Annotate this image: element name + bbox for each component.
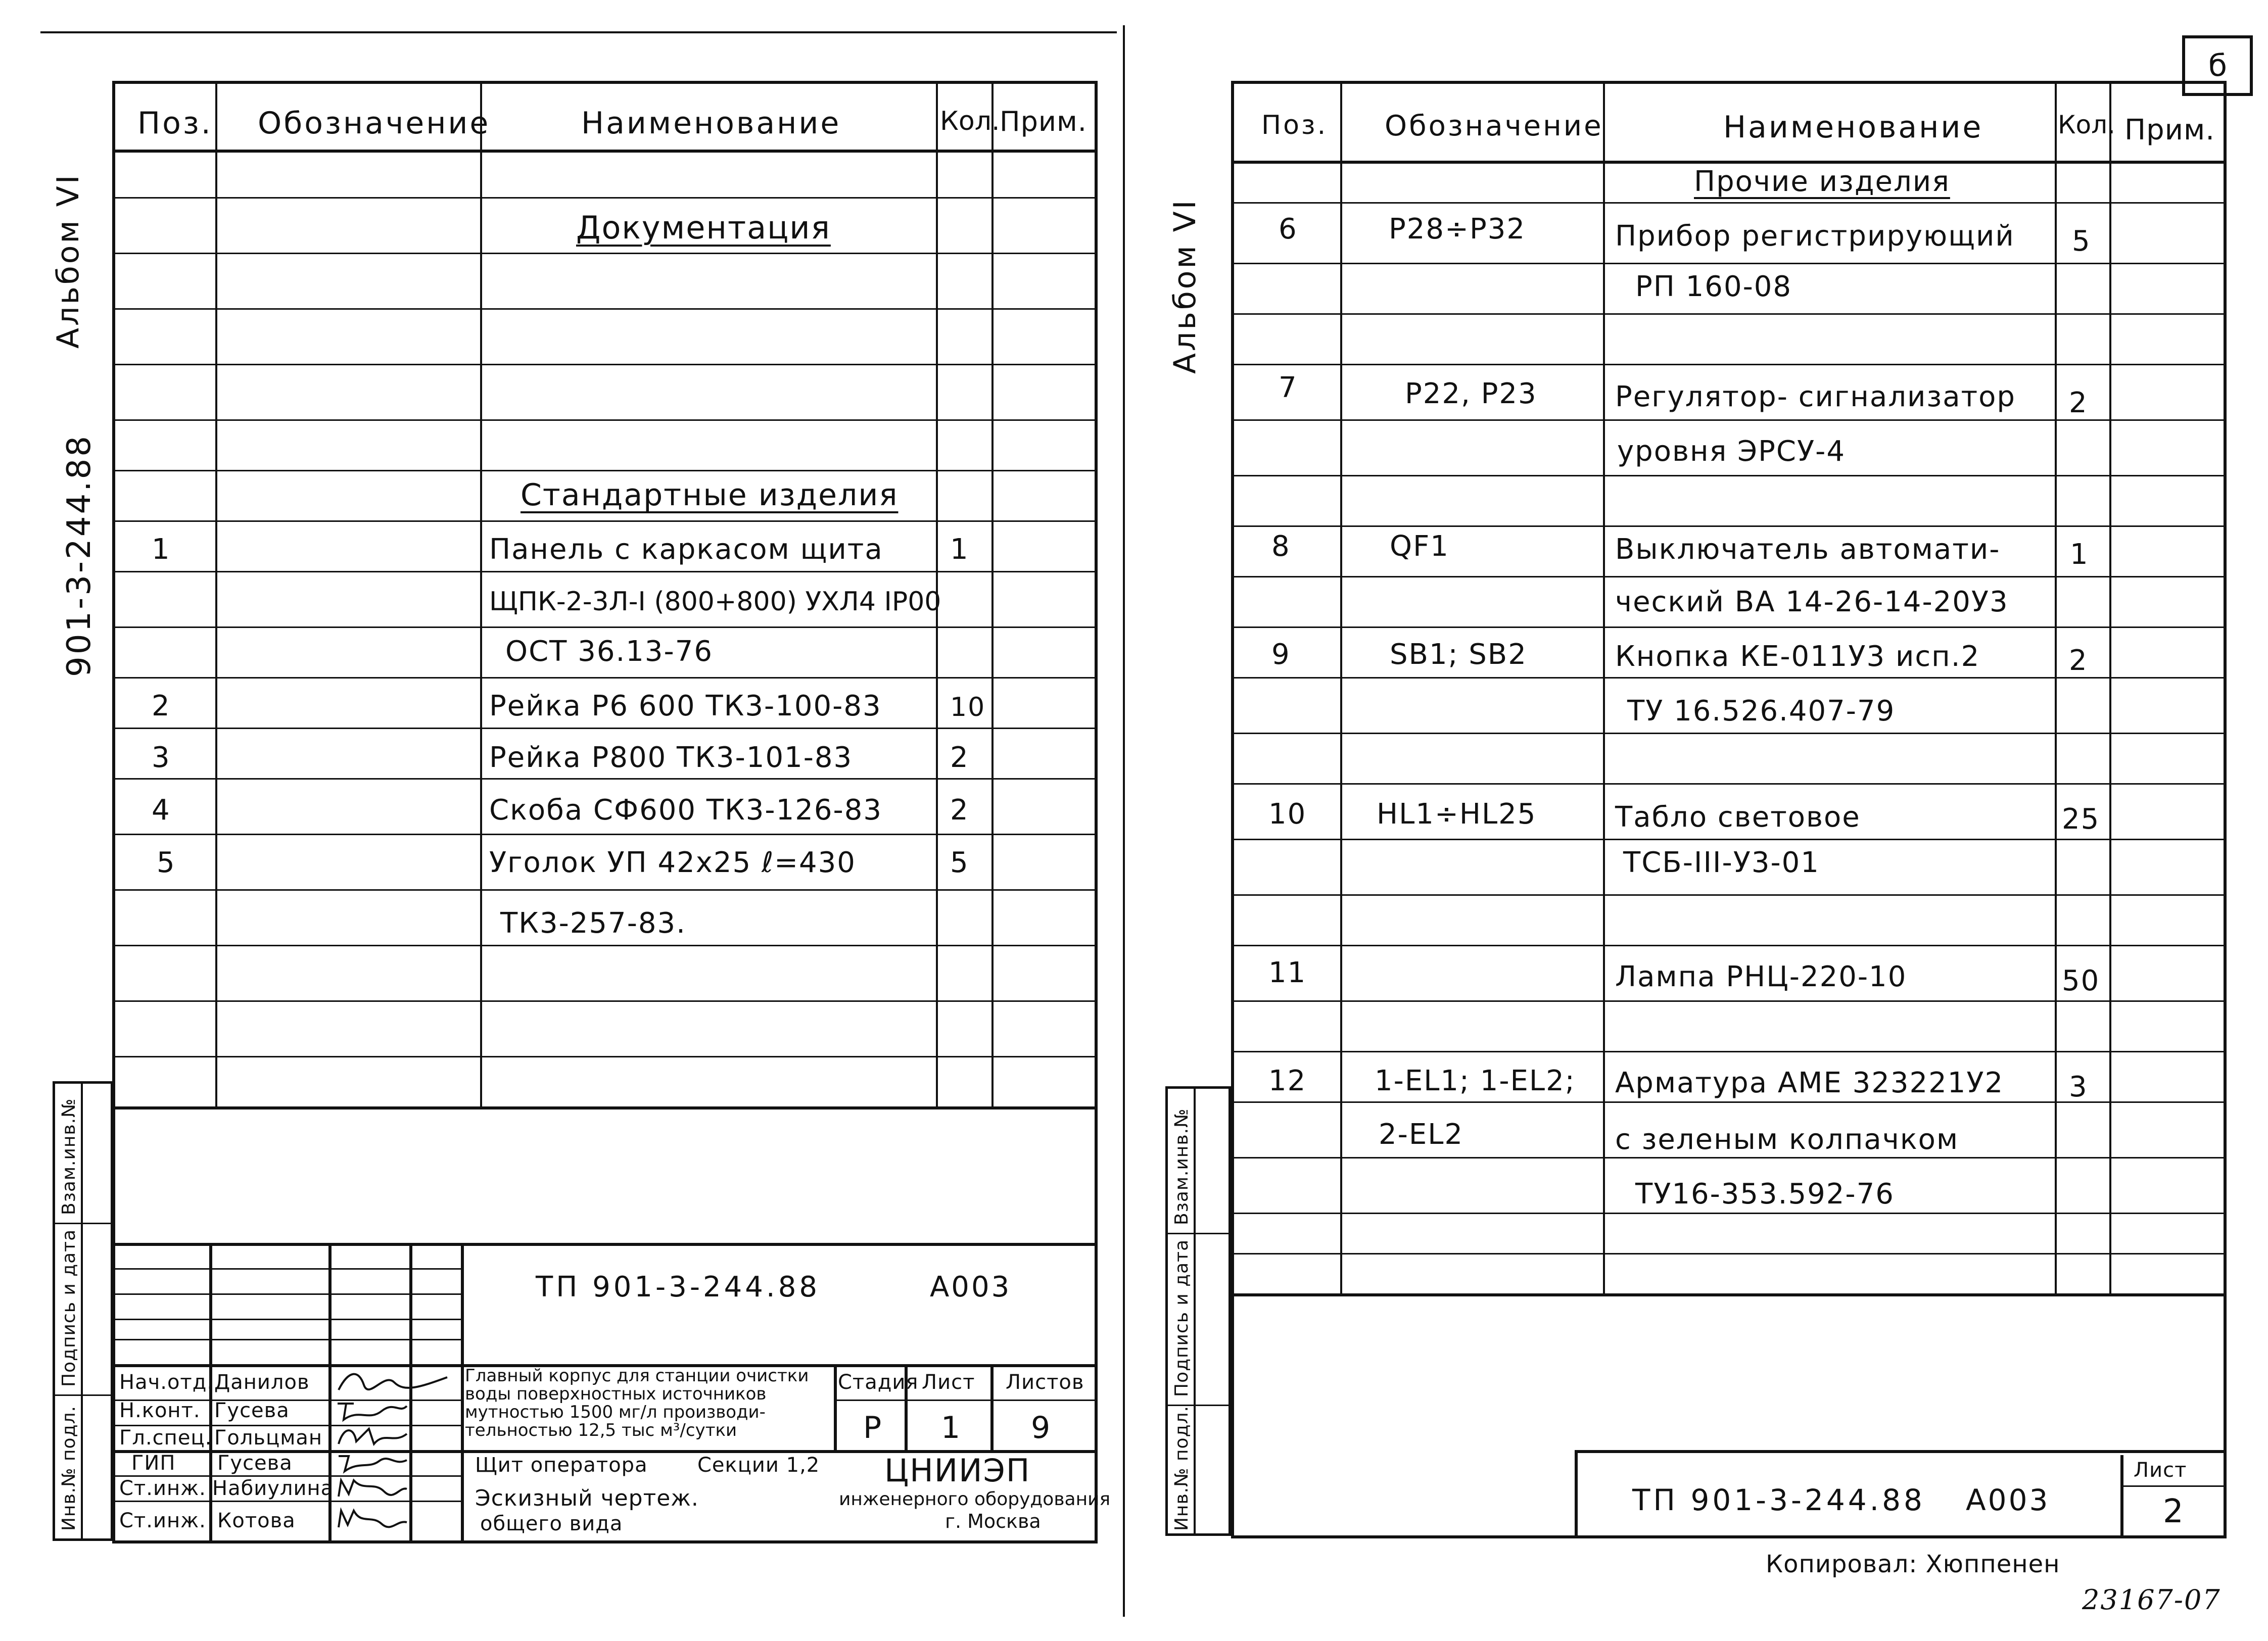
right-sheet-value: 2 [2163, 1493, 2185, 1530]
right-row-6-des: Р28÷Р32 [1389, 213, 1526, 246]
left-header-name: Наименование [581, 106, 841, 141]
right-row-9b-name: ТУ 16.526.407-79 [1627, 695, 1896, 728]
right-doc-code: ТП 901-3-244.88 [1632, 1483, 1925, 1517]
left-row-3-qty: 2 [950, 741, 969, 774]
footer-number: 23167-07 [2082, 1584, 2221, 1616]
left-album-label: Альбом VI [51, 173, 86, 349]
left-stamp-label-2: Подпись и дата [59, 1229, 79, 1387]
person-4-name: Гусева [217, 1452, 293, 1475]
left-row-4-name: Скоба СФ600 ТК3-126-83 [489, 794, 882, 827]
person-2-name: Гусева [214, 1399, 290, 1422]
right-header-designation: Обозначение [1385, 110, 1603, 142]
right-sheet-code: А003 [1966, 1483, 2050, 1517]
drawing-title-3: Эскизный чертеж. [475, 1485, 699, 1511]
left-stamp-label-1: Инв.№ подл. [59, 1406, 79, 1531]
right-row-7-name: Регулятор- сигнализатор [1615, 380, 2016, 413]
left-row-5-pos: 5 [157, 846, 176, 879]
left-header-qty: Кол. [940, 106, 1000, 136]
left-row-2-qty: 10 [950, 692, 986, 722]
right-row-11-qty: 50 [2062, 964, 2100, 997]
section-other: Прочие изделия [1694, 165, 1950, 198]
project-line-1: Главный корпус для станции очистки [465, 1366, 809, 1386]
right-row-10-name: Табло световое [1615, 801, 1861, 834]
right-row-12-qty: 3 [2069, 1071, 2088, 1103]
left-row-2-pos: 2 [152, 690, 171, 722]
person-5-name: Набиулина [212, 1477, 334, 1500]
left-row-1c-name: ОСТ 36.13-76 [505, 635, 713, 668]
right-header-note: Прим. [2124, 114, 2215, 147]
right-header-pos: Поз. [1261, 110, 1328, 140]
section-documentation: Документация [576, 209, 831, 246]
right-row-8-pos: 8 [1271, 530, 1291, 563]
stage-label: Стадия [838, 1371, 919, 1394]
right-row-12b-des: 2-EL2 [1379, 1118, 1464, 1151]
right-header-qty: Кол. [2058, 110, 2115, 139]
right-stamp-label-1: Инв.№ подл. [1171, 1406, 1192, 1531]
left-row-5-name: Уголок УП 42х25 ℓ=430 [489, 846, 856, 879]
right-row-10-des: HL1÷HL25 [1377, 798, 1537, 831]
left-row-4-pos: 4 [152, 794, 171, 827]
right-row-8b-name: ческий ВА 14-26-14-20У3 [1615, 586, 2009, 618]
right-stamp-label-3: Взам.инв.№ [1171, 1108, 1192, 1225]
right-row-7-qty: 2 [2069, 387, 2088, 419]
sheets-label: Листов [1006, 1371, 1084, 1394]
right-row-11-name: Лампа РНЦ-220-10 [1615, 960, 1907, 993]
left-row-5b-name: ТК3-257-83. [500, 907, 686, 940]
left-doc-code: ТП 901-3-244.88 [536, 1271, 820, 1304]
project-line-4: тельностью 12,5 тыс м³/сутки [465, 1420, 737, 1440]
signature-2-icon [334, 1398, 409, 1424]
right-row-10-qty: 25 [2062, 803, 2100, 836]
right-row-7b-name: уровня ЭРСУ-4 [1617, 435, 1846, 468]
page-tag: б [2208, 48, 2230, 83]
left-row-4-qty: 2 [950, 794, 969, 827]
stage-value: Р [863, 1410, 883, 1445]
left-row-1-qty: 1 [950, 533, 969, 566]
right-row-6-name: Прибор регистрирующий [1615, 220, 2015, 253]
right-row-8-des: QF1 [1390, 530, 1449, 563]
copied-by: Копировал: Хюппенен [1766, 1550, 2060, 1578]
org-line-1: инженерного оборудования [839, 1489, 1111, 1510]
org-name: ЦНИИЭП [884, 1452, 1031, 1489]
right-row-7-des: Р22, Р23 [1405, 377, 1537, 410]
person-5-role: Ст.инж. [119, 1477, 206, 1500]
right-row-9-pos: 9 [1271, 638, 1291, 671]
right-row-12-des: 1-EL1; 1-EL2; [1375, 1065, 1576, 1097]
project-line-3: мутностью 1500 мг/л производи- [465, 1402, 766, 1422]
right-stamp-label-2: Подпись и дата [1171, 1239, 1192, 1397]
person-1-role: Нач.отд. [119, 1371, 214, 1394]
person-3-name: Гольцман [214, 1426, 323, 1450]
right-row-8-qty: 1 [2070, 538, 2089, 571]
signature-3-icon [334, 1424, 409, 1449]
drawing-title-1: Щит оператора [475, 1454, 648, 1477]
signature-4-icon [334, 1451, 409, 1474]
person-3-role: Гл.спец. [119, 1426, 212, 1450]
left-row-1-name: Панель с каркасом щита [489, 533, 883, 566]
left-code-label: 901-3-244.88 [61, 434, 98, 677]
left-stamp-label-3: Взам.инв.№ [59, 1098, 79, 1215]
sheet-label: Лист [922, 1371, 975, 1394]
right-row-10b-name: ТСБ-III-У3-01 [1623, 846, 1820, 879]
right-row-12-name: Арматура АМЕ 323221У2 [1615, 1067, 2004, 1099]
signature-5-icon [334, 1476, 409, 1500]
person-1-name: Данилов [214, 1371, 310, 1394]
right-row-10-pos: 10 [1268, 798, 1307, 831]
right-row-6-pos: 6 [1279, 213, 1298, 246]
project-line-2: воды поверхностных источников [465, 1384, 767, 1404]
left-header-designation: Обозначение [258, 106, 491, 141]
right-header-name: Наименование [1723, 110, 1983, 145]
person-2-role: Н.конт. [119, 1399, 201, 1422]
section-standard: Стандартные изделия [521, 477, 899, 513]
left-row-3-pos: 3 [152, 741, 171, 774]
left-row-1-pos: 1 [152, 533, 171, 566]
left-header-pos: Поз. [137, 106, 213, 141]
right-sheet-label: Лист [2134, 1459, 2187, 1482]
right-row-12b-name: с зеленым колпачком [1615, 1123, 1959, 1156]
right-row-6-qty: 5 [2072, 225, 2091, 258]
sheets-value: 9 [1031, 1410, 1052, 1445]
right-album-label: Альбом VI [1167, 198, 1203, 374]
right-row-7-pos: 7 [1279, 371, 1298, 404]
signature-6-icon [334, 1505, 409, 1535]
drawing-title-4: общего вида [480, 1512, 623, 1535]
person-4-role: ГИП [131, 1452, 176, 1475]
right-row-12c-name: ТУ16-353.592-76 [1635, 1178, 1895, 1211]
left-sheet-code: А003 [930, 1271, 1012, 1304]
drawing-title-2: Секции 1,2 [697, 1454, 820, 1477]
right-row-9-name: Кнопка КЕ-011У3 исп.2 [1615, 640, 1980, 673]
left-row-3-name: Рейка Р800 ТК3-101-83 [489, 741, 853, 774]
person-6-name: Котова [217, 1509, 296, 1532]
left-row-2-name: Рейка Р6 600 ТК3-100-83 [489, 690, 882, 722]
right-row-8-name: Выключатель автомати- [1615, 533, 2001, 566]
right-row-12-pos: 12 [1268, 1065, 1307, 1097]
right-row-11-pos: 11 [1268, 956, 1307, 989]
org-line-2: г. Москва [945, 1510, 1041, 1532]
right-row-9-qty: 2 [2069, 644, 2088, 677]
left-header-note: Прим. [1000, 106, 1087, 137]
right-row-6b-name: РП 160-08 [1635, 270, 1792, 303]
right-row-9-des: SB1; SB2 [1390, 638, 1527, 671]
person-6-role: Ст.инж. [119, 1509, 206, 1532]
left-row-1b-name: ЩПК-2-3Л-I (800+800) УХЛ4 IP00 [489, 587, 941, 617]
left-row-5-qty: 5 [950, 846, 969, 879]
sheet-value: 1 [941, 1410, 962, 1445]
signature-1-icon [334, 1367, 450, 1397]
